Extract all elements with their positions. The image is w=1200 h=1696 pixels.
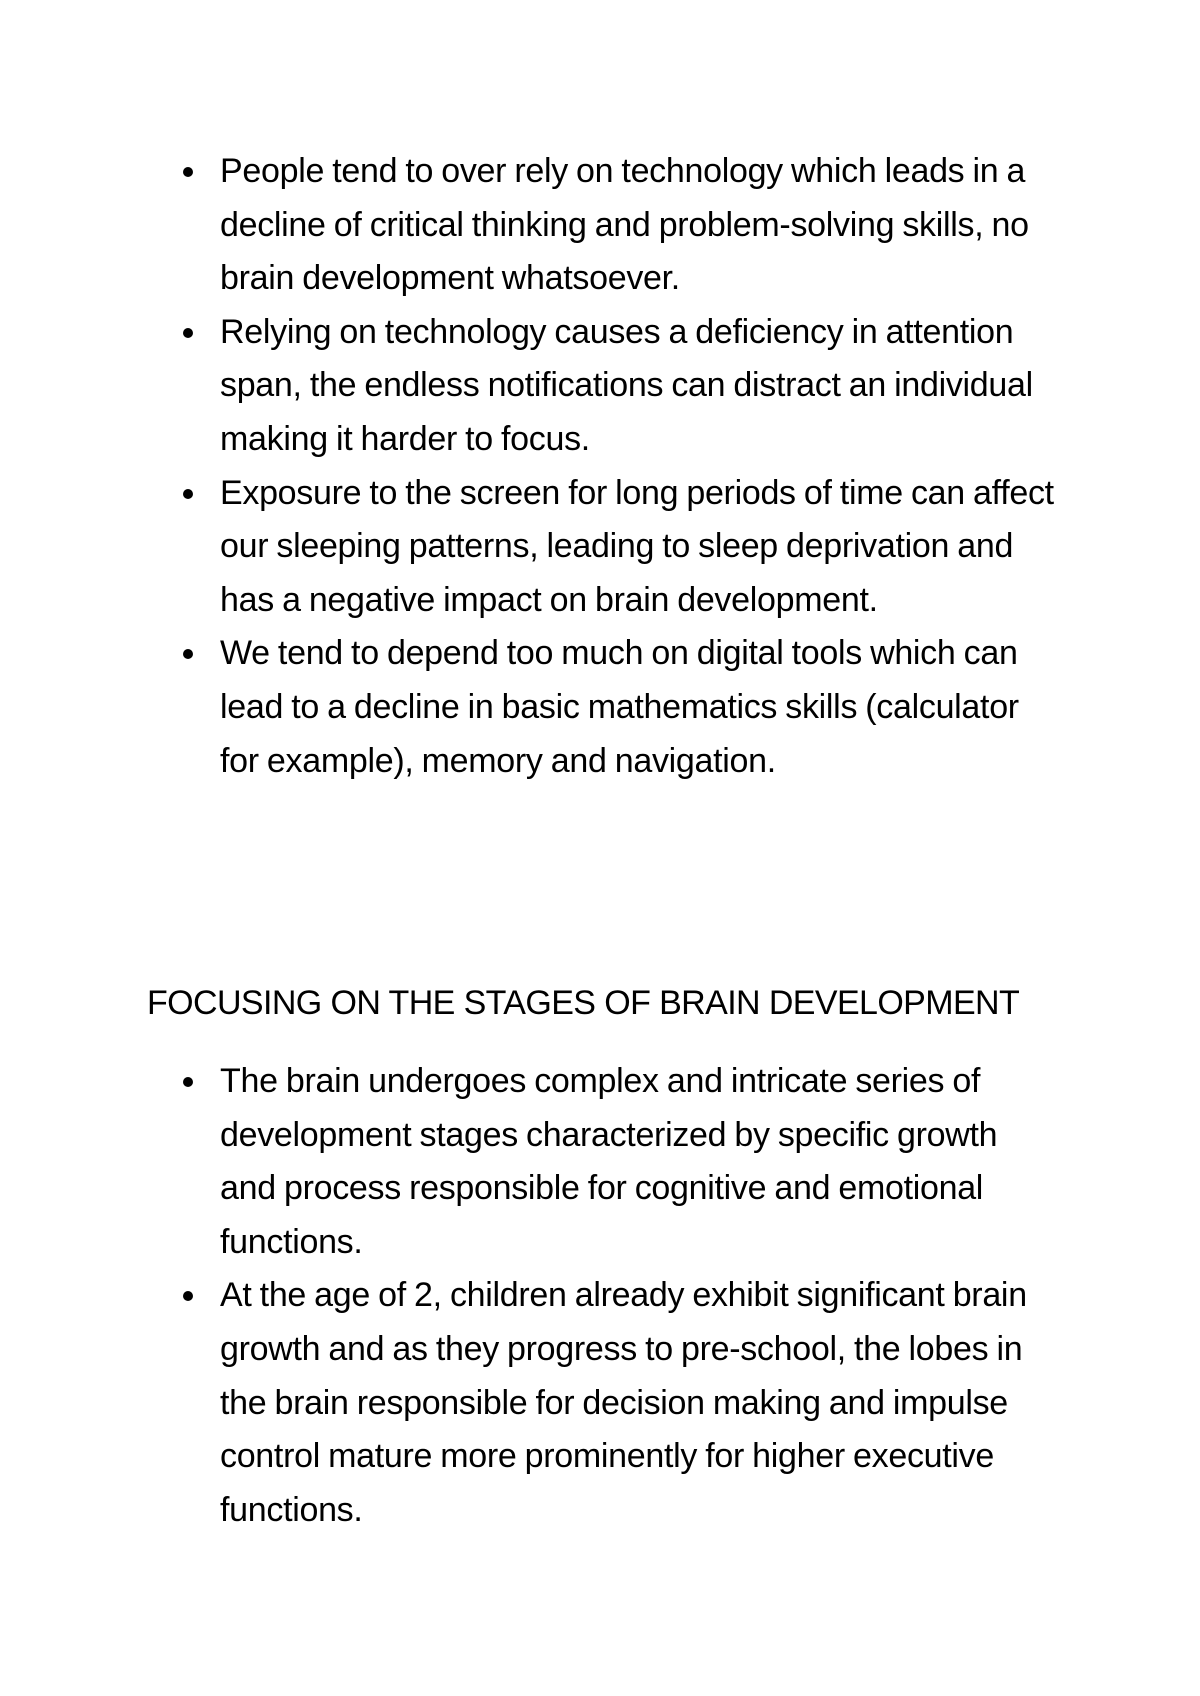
list-item-text: Relying on technology causes a deficiency in attention span, the endless notifications can distract an individual making it harder to focus. (220, 312, 1033, 458)
list-item (0, 306, 1060, 467)
list-item (0, 1055, 1060, 1269)
section-heading: FOCUSING ON THE STAGES OF BRAIN DEVELOPMENT (147, 984, 1020, 1022)
bullet-list-brain-stages (0, 1055, 1200, 1537)
list-item (0, 145, 1060, 306)
bullet-list-technology-effects (0, 145, 1200, 788)
bullet-icon (183, 167, 193, 177)
list-item-text: Exposure to the screen for long periods of time can affect our sleeping patterns, leading to sleep deprivation and has a negative impact on brain development. (220, 473, 1054, 619)
bullet-icon (183, 489, 193, 499)
list-item (0, 1269, 1060, 1537)
bullet-icon (183, 328, 193, 338)
list-item-text: The brain undergoes complex and intricate series of development stages characterized by specific growth and process responsible for cognitive and emotional functions. (220, 1062, 998, 1261)
list-item-text: We tend to depend too much on digital tools which can lead to a decline in basic mathematics skills (calculator for example), memory and navigation. (220, 634, 1019, 780)
list-item (0, 627, 1060, 788)
bullet-icon (183, 1291, 193, 1301)
list-item-text: People tend to over rely on technology which leads in a decline of critical thinking and problem-solving skills, no brain development whatsoever. (220, 152, 1029, 298)
bullet-icon (183, 1077, 193, 1087)
bullet-icon (183, 649, 193, 659)
list-item-text: At the age of 2, children already exhibit significant brain growth and as they progress to pre-school, the lobes in the brain responsible for decision making and impulse control mature more prominently for higher executive functions. (220, 1276, 1027, 1529)
list-item (0, 467, 1060, 628)
